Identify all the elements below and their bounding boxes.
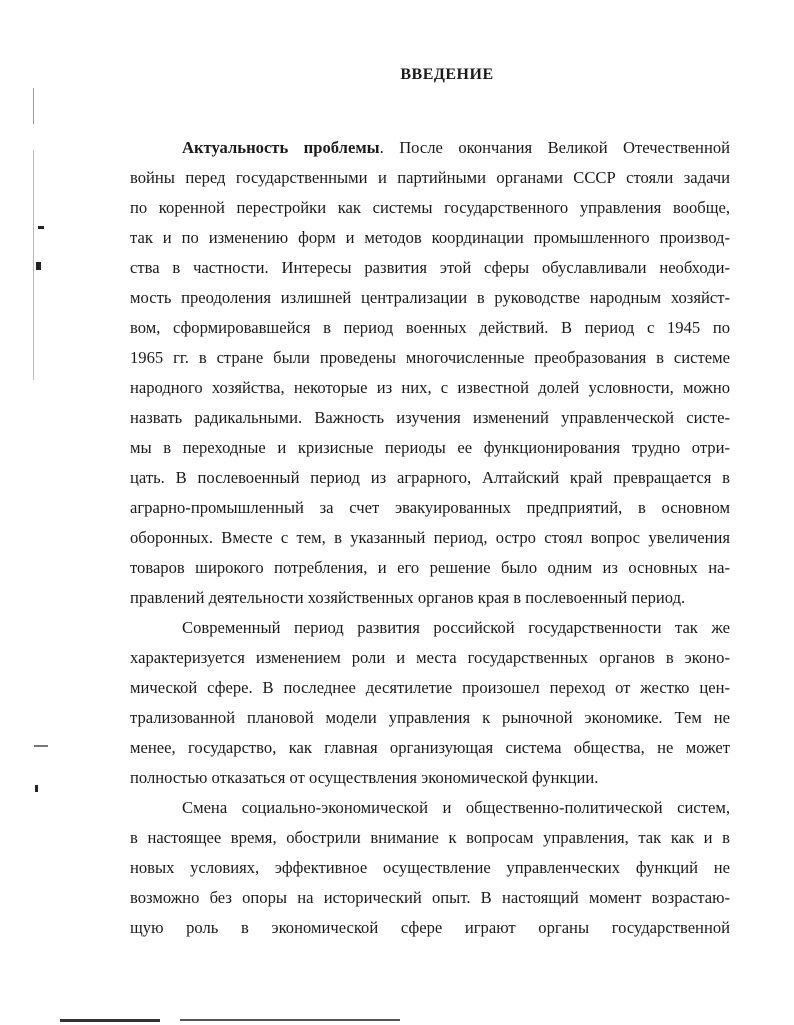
paragraph-line: 1965 гг. в стране были проведены многочисленные преобразования в системе xyxy=(130,348,730,367)
paragraph-line: в настоящее время, обострили внимание к вопросам управления, так как и в xyxy=(130,828,730,847)
paragraph-line: полностью отказаться от осуществления экономической функции. xyxy=(130,768,599,787)
scan-margin-mark xyxy=(33,88,34,124)
paragraph-line: щую роль в экономической сфере играют органы государственной xyxy=(130,918,730,937)
paragraph-line xyxy=(130,133,730,163)
paragraph-line: правлений деятельности хозяйственных органов края в послевоенный период. xyxy=(130,588,686,607)
scan-bottom-edge xyxy=(180,1019,400,1021)
paragraph-line: вом, сформировавшейся в период военных действий. В период с 1945 по xyxy=(130,318,730,337)
scan-speck xyxy=(35,785,38,792)
page-title: ВВЕДЕНИЕ xyxy=(400,66,494,83)
paragraph-line: Современный период развития российской государственности так же xyxy=(182,618,730,637)
lead-heading: Актуальность проблемы xyxy=(182,138,380,157)
paragraph-line: новых условиях, эффективное осуществление управленческих функций не xyxy=(130,858,730,877)
paragraph-line: товаров широкого потребления, и его решение было одним из основных на- xyxy=(130,558,730,577)
paragraph-line: ства в частности. Интересы развития этой сферы обуславливали необходи- xyxy=(130,258,730,277)
paragraph-line: мость преодоления излишней централизации в руководстве народным хозяйст- xyxy=(130,288,730,307)
paragraph-line: так и по изменению форм и методов координации промышленного производ- xyxy=(130,228,730,247)
paragraph-line: аграрно-промышленный за счет эвакуированных предприятий, в основном xyxy=(130,498,730,517)
paragraph-line: возможно без опоры на исторический опыт. В настоящий момент возрастаю- xyxy=(130,888,730,907)
paragraph-line: Смена социально-экономической и общественно-политической систем, xyxy=(182,798,730,817)
body-text xyxy=(130,133,730,943)
paragraph-line: цать. В послевоенный период из аграрного, Алтайский край превращается в xyxy=(130,468,730,487)
scan-bottom-edge xyxy=(60,1019,160,1022)
paragraph-line: народного хозяйства, некоторые из них, с известной долей условности, можно xyxy=(130,378,730,397)
scan-speck xyxy=(36,262,41,270)
paragraph-line: назвать радикальными. Важность изучения изменений управленческой систе- xyxy=(130,408,730,427)
scan-speck xyxy=(38,226,44,229)
paragraph-line: менее, государство, как главная организующая система общества, не может xyxy=(130,738,730,757)
paragraph-line: мической сфере. В последнее десятилетие произошел переход от жестко цен- xyxy=(130,678,730,697)
paragraph-line: оборонных. Вместе с тем, в указанный период, остро стоял вопрос увеличения xyxy=(130,528,730,547)
scan-margin-line xyxy=(33,150,34,380)
paragraph-line: характеризуется изменением роли и места государственных органов в эконо- xyxy=(130,648,730,667)
paragraph-line: трализованной плановой модели управления к рыночной экономике. Тем не xyxy=(130,708,730,727)
paragraph-line: мы в переходные и кризисные периоды ее функционирования трудно отри- xyxy=(130,438,730,457)
paragraph-text: . После окончания Великой Отечественной xyxy=(379,138,730,157)
paragraph-line: войны перед государственными и партийными органами СССР стояли задачи xyxy=(130,168,730,187)
scan-speck xyxy=(34,745,48,747)
paragraph-line: по коренной перестройки как системы государственного управления вообще, xyxy=(130,198,730,217)
